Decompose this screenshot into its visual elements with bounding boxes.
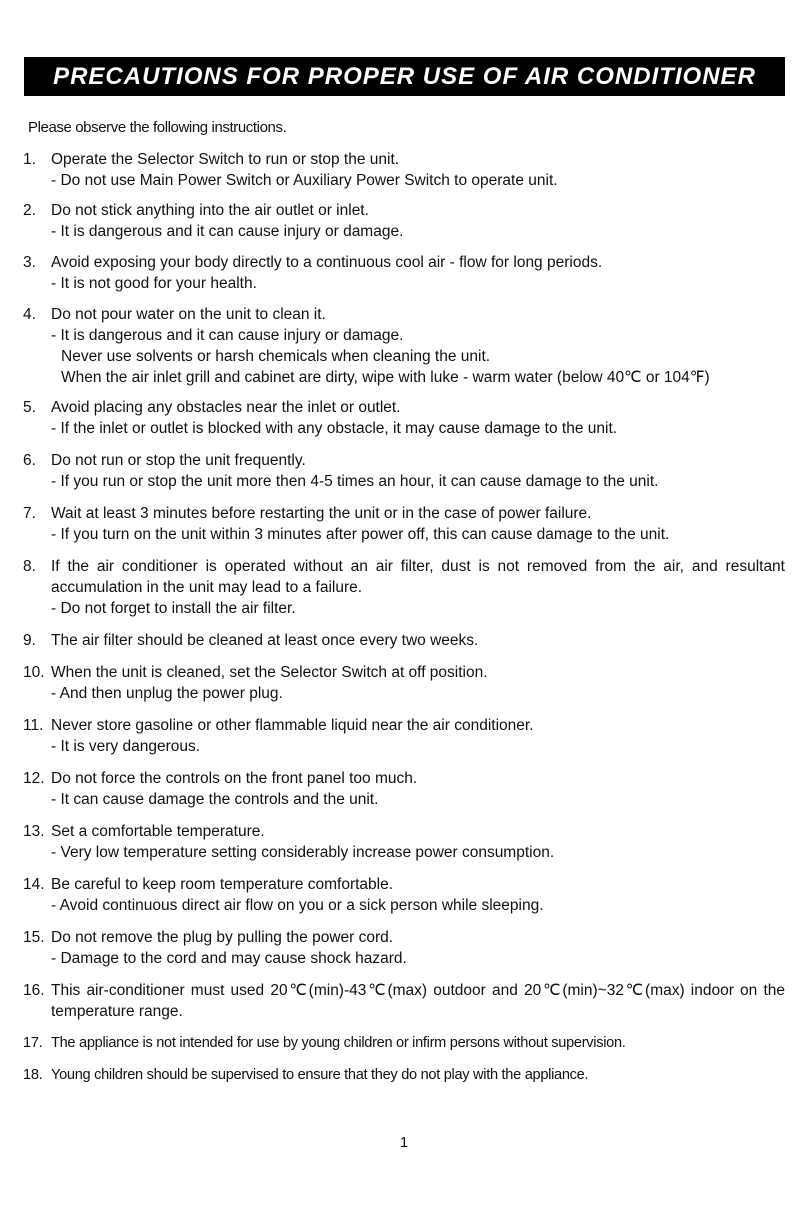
list-item xyxy=(23,1065,785,1086)
item-line: - And then unplug the power plug. xyxy=(51,685,283,702)
item-number: 11. xyxy=(23,717,44,734)
list-item xyxy=(23,874,785,916)
item-line: This air-conditioner must used 20℃(min)-43℃(max) outdoor and 20℃(min)~32℃(max) indoor on the xyxy=(51,982,785,999)
item-number: 3. xyxy=(23,254,36,271)
item-line: - It is very dangerous. xyxy=(51,738,201,755)
item-number: 16. xyxy=(23,982,45,999)
item-line: Never store gasoline or other flammable liquid near the air conditioner. xyxy=(51,717,534,734)
item-line: Avoid placing any obstacles near the inlet or outlet. xyxy=(51,399,401,416)
item-line: Do not run or stop the unit frequently. xyxy=(51,452,306,469)
item-line: Avoid exposing your body directly to a continuous cool air - flow for long periods. xyxy=(51,254,603,271)
item-line: The appliance is not intended for use by young children or infirm persons without supervision. xyxy=(51,1035,626,1051)
item-number: 8. xyxy=(23,558,36,575)
item-line: Do not force the controls on the front panel too much. xyxy=(51,770,418,787)
item-line: - It is dangerous and it can cause injury or damage. xyxy=(51,223,404,240)
item-number: 2. xyxy=(23,202,36,219)
item-number: 5. xyxy=(23,399,36,416)
item-line: temperature range. xyxy=(51,1003,183,1020)
item-line: - Do not use Main Power Switch or Auxiliary Power Switch to operate unit. xyxy=(51,172,558,189)
item-number: 17. xyxy=(23,1035,43,1051)
item-line: - If the inlet or outlet is blocked with any obstacle, it may cause damage to the unit. xyxy=(51,420,618,437)
item-line: Wait at least 3 minutes before restarting the unit or in the case of power failure. xyxy=(51,505,592,522)
item-line: Be careful to keep room temperature comfortable. xyxy=(51,876,394,893)
page-number: 1 xyxy=(399,1134,409,1151)
list-item xyxy=(23,556,785,619)
item-line: - It can cause damage the controls and the unit. xyxy=(51,791,379,808)
list-item xyxy=(23,304,785,388)
list-item xyxy=(23,715,785,757)
item-number: 15. xyxy=(23,929,45,946)
list-item xyxy=(23,503,785,545)
list-item xyxy=(23,927,785,969)
item-number: 9. xyxy=(23,632,36,649)
list-item xyxy=(23,252,785,294)
item-line: - Avoid continuous direct air flow on you or a sick person while sleeping. xyxy=(51,897,544,914)
item-line: Do not remove the plug by pulling the power cord. xyxy=(51,929,394,946)
item-number: 4. xyxy=(23,306,36,323)
item-line: Operate the Selector Switch to run or stop the unit. xyxy=(51,151,400,168)
list-item xyxy=(23,149,785,191)
item-number: 13. xyxy=(23,823,45,840)
list-item xyxy=(23,200,785,242)
item-line: When the unit is cleaned, set the Selector Switch at off position. xyxy=(51,664,488,681)
intro-text: Please observe the following instructions. xyxy=(28,119,287,136)
item-line: Young children should be supervised to ensure that they do not play with the appliance. xyxy=(51,1067,589,1083)
item-line: Do not stick anything into the air outlet or inlet. xyxy=(51,202,369,219)
item-line: If the air conditioner is operated without an air filter, dust is not removed from the air, and resultant xyxy=(51,558,785,575)
item-line: accumulation in the unit may lead to a failure. xyxy=(51,579,363,596)
list-item xyxy=(23,980,785,1022)
title-banner xyxy=(24,57,785,96)
item-line: - Very low temperature setting considerably increase power consumption. xyxy=(51,844,555,861)
item-line: - If you turn on the unit within 3 minutes after power off, this can cause damage to the unit. xyxy=(51,526,670,543)
list-item xyxy=(23,450,785,492)
item-line: Set a comfortable temperature. xyxy=(51,823,265,840)
item-line: - Do not forget to install the air filter. xyxy=(51,600,296,617)
item-line: - Damage to the cord and may cause shock hazard. xyxy=(51,950,407,967)
item-number: 14. xyxy=(23,876,45,893)
list-item xyxy=(23,630,785,651)
list-item xyxy=(23,768,785,810)
item-number: 7. xyxy=(23,505,36,522)
item-line: - If you run or stop the unit more then 4-5 times an hour, it can cause damage to the unit. xyxy=(51,473,659,490)
list-item xyxy=(23,821,785,863)
item-number: 12. xyxy=(23,770,45,787)
item-line: The air filter should be cleaned at least once every two weeks. xyxy=(51,632,479,649)
item-line: - It is dangerous and it can cause injury or damage. xyxy=(51,327,404,344)
item-number: 1. xyxy=(23,151,36,168)
page-title: PRECAUTIONS FOR PROPER USE OF AIR CONDITIONER xyxy=(53,62,756,90)
instruction-list xyxy=(23,149,785,1086)
item-line: - It is not good for your health. xyxy=(51,275,257,292)
list-item xyxy=(23,1033,785,1054)
item-number: 10. xyxy=(23,664,45,681)
list-item xyxy=(23,662,785,704)
item-line: Do not pour water on the unit to clean it. xyxy=(51,306,326,323)
item-number: 18. xyxy=(23,1067,43,1083)
item-number: 6. xyxy=(23,452,36,469)
item-line: Never use solvents or harsh chemicals when cleaning the unit. xyxy=(61,348,491,365)
item-line: When the air inlet grill and cabinet are dirty, wipe with luke - warm water (below 40℃ or 104℉) xyxy=(61,369,710,386)
list-item xyxy=(23,397,785,439)
